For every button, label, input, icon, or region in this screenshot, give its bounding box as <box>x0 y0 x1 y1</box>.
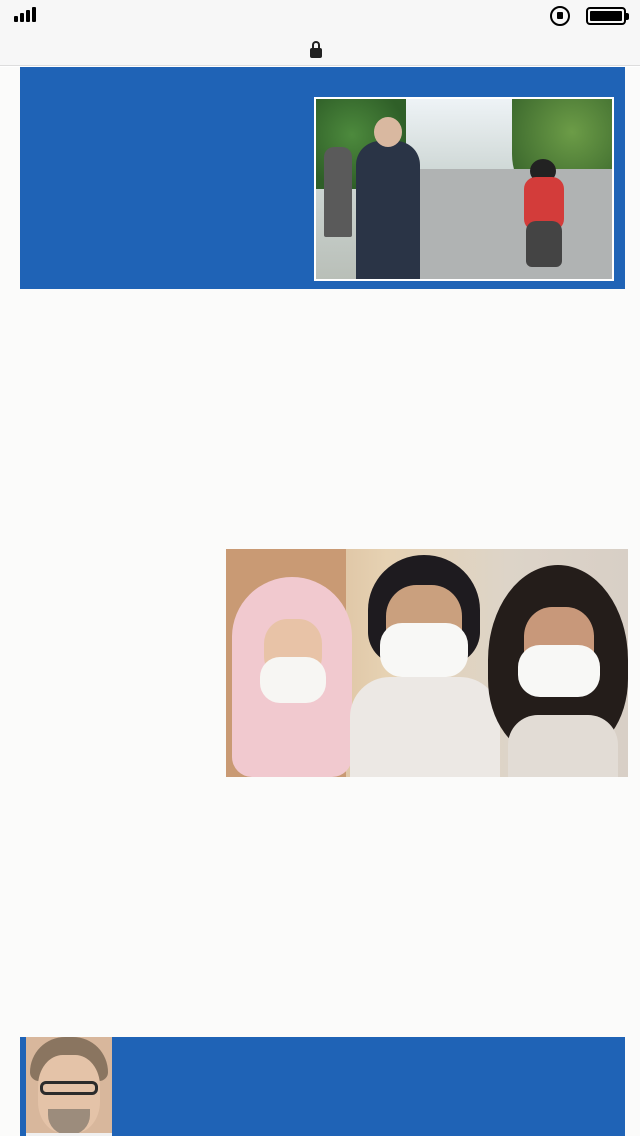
newspaper-page <box>0 67 640 1136</box>
rotation-lock-icon <box>550 6 570 26</box>
top-story-box <box>20 67 625 289</box>
signal-icon <box>14 6 36 22</box>
status-right <box>550 6 626 26</box>
battery-fill <box>590 11 622 21</box>
lock-icon <box>310 45 322 59</box>
status-left <box>14 6 58 22</box>
bottom-story-box <box>20 1037 625 1136</box>
address-bar[interactable] <box>0 36 640 66</box>
article-photo <box>226 549 628 777</box>
status-bar <box>0 0 640 36</box>
top-story-photo <box>314 97 614 281</box>
battery-icon <box>586 7 626 25</box>
bottom-story-portrait <box>26 1037 112 1136</box>
